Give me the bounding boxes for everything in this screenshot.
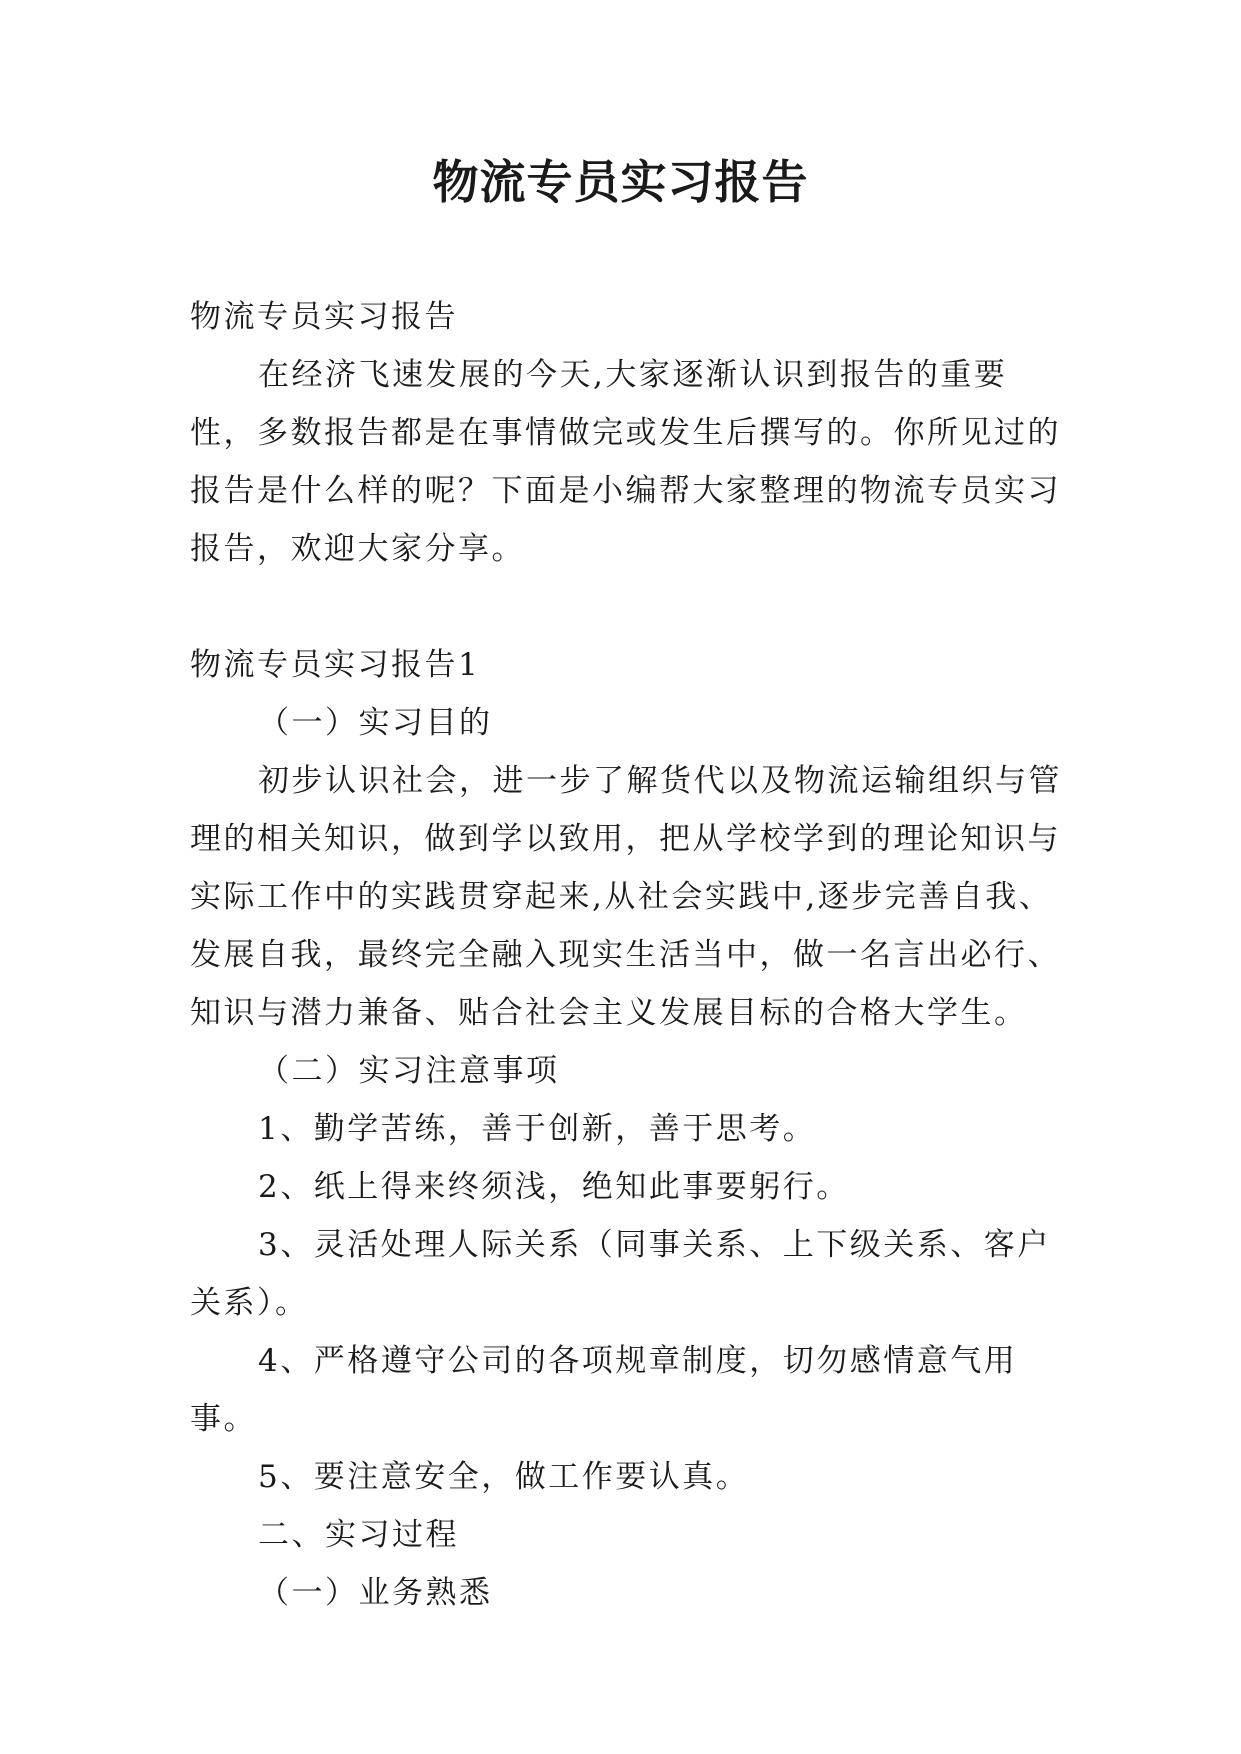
report-1-heading: 物流专员实习报告1 [190, 647, 481, 683]
section-process-heading: 二、实习过程 [258, 1517, 459, 1553]
note-item-3: 3、灵活处理人际关系（同事关系、上下级关系、客户关系）。 [190, 1227, 1051, 1321]
note-item-4: 4、严格遵守公司的各项规章制度，切勿感情意气用事。 [190, 1343, 1018, 1437]
note-item-5: 5、要注意安全，做工作要认真。 [258, 1459, 750, 1495]
note-item-1: 1、勤学苦练，善于创新，善于思考。 [258, 1111, 817, 1147]
purpose-paragraph: 初步认识社会，进一步了解货代以及物流运输组织与管理的相关知识，做到学以致用，把从学校学到的理论知识与实际工作中的实践贯穿起来,从社会实践中,逐步完善自我、发展自我，最终完全融入现实生活当中，做一名言出必行、知识与潜力兼备、贴合社会主义发展目标的合格大学生。 [190, 763, 1062, 1031]
document-title: 物流专员实习报告 [432, 155, 809, 209]
note-item-2: 2、纸上得来终须浅，绝知此事要躬行。 [258, 1169, 850, 1205]
section-purpose-heading: （一）实习目的 [258, 705, 493, 741]
subsection-business-heading: （一）业务熟悉 [258, 1575, 493, 1611]
intro-paragraph: 在经济飞速发展的今天,大家逐渐认识到报告的重要性，多数报告都是在事情做完或发生后撰写的。你所见过的报告是什么样的呢？下面是小编帮大家整理的物流专员实习报告，欢迎大家分享。 [190, 357, 1061, 567]
report-heading: 物流专员实习报告 [190, 299, 458, 335]
section-notes-heading: （二）实习注意事项 [258, 1053, 560, 1089]
document-body [190, 288, 1070, 1622]
